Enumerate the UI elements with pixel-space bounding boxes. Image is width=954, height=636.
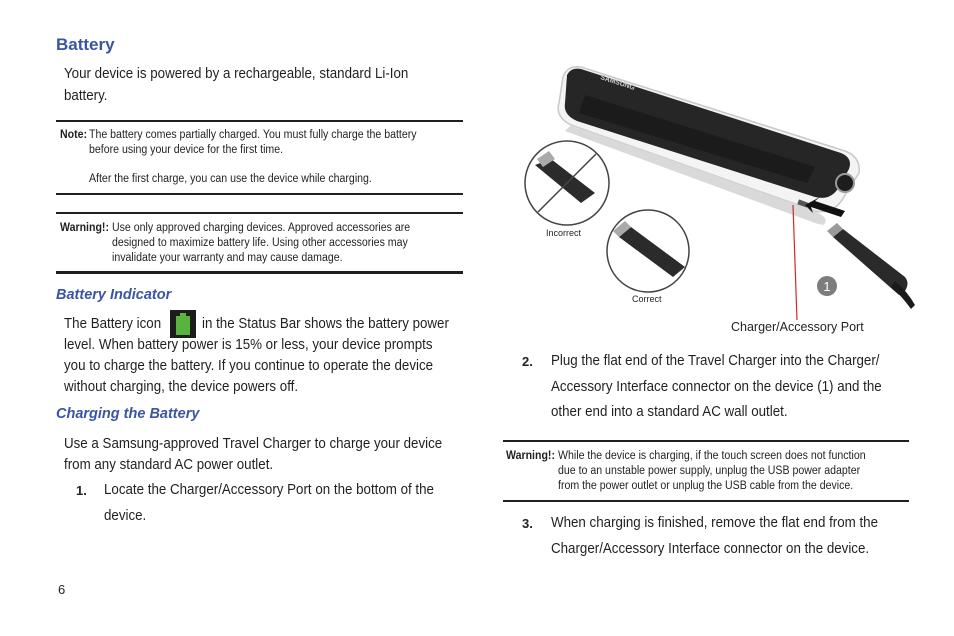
battery-indicator-line-2: level. When battery power is 15% or less, your device prompts	[64, 337, 433, 353]
step2-line-1: Plug the flat end of the Travel Charger into the Charger/	[551, 353, 880, 369]
figure-caption: Charger/Accessory Port	[731, 320, 864, 334]
warning1-line-1: Use only approved charging devices. Approved accessories are	[112, 222, 411, 234]
battery-indicator-line-1b: in the Status Bar shows the battery power	[202, 316, 449, 332]
intro-line-2: battery.	[64, 88, 108, 104]
correct-example	[607, 210, 689, 292]
note-label: Note:	[60, 129, 88, 141]
warning1-line-3: invalidate your warranty and may cause damage.	[112, 252, 343, 264]
charging-heading: Charging the Battery	[56, 406, 200, 422]
correct-label: Correct	[632, 294, 662, 304]
note-top-rule	[56, 120, 463, 122]
step1-line-2: device.	[104, 508, 147, 524]
intro-line-1: Your device is powered by a rechargeable, standard Li-Ion	[64, 66, 409, 82]
battery-indicator-heading: Battery Indicator	[56, 287, 172, 303]
warning2-line-1: While the device is charging, if the touch screen does not function	[558, 450, 866, 462]
warning2-top-rule	[503, 440, 909, 442]
warning1-top-rule	[56, 212, 463, 214]
warning1-bottom-rule	[56, 271, 463, 274]
step1-number: 1.	[76, 483, 87, 498]
step3-line-2: Charger/Accessory Interface connector on the device.	[551, 541, 870, 557]
battery-indicator-line-1a: The Battery icon	[64, 316, 162, 332]
charging-illustration	[515, 55, 915, 320]
warning2-line-3: from the power outlet or unplug the USB cable from the device.	[558, 480, 854, 492]
battery-icon	[170, 310, 196, 338]
note-line-2: before using your device for the first time.	[89, 144, 284, 156]
charging-line-2: from any standard AC power outlet.	[64, 457, 274, 473]
usb-connector-image	[827, 223, 915, 309]
warning2-label: Warning!:	[506, 450, 555, 462]
warning1-line-2: designed to maximize battery life. Using other accessories may	[112, 237, 408, 249]
step2-number: 2.	[522, 354, 533, 369]
note-bottom-rule	[56, 193, 463, 195]
callout-number: 1	[823, 279, 831, 294]
warning2-bottom-rule	[503, 500, 909, 502]
battery-indicator-line-3: you to charge the battery. If you continue to operate the device	[64, 358, 434, 374]
section-heading: Battery	[56, 35, 115, 54]
brand-label: SAMSUNG	[599, 74, 636, 92]
step2-line-2: Accessory Interface connector on the device (1) and the	[551, 379, 882, 395]
step3-number: 3.	[522, 516, 533, 531]
callout-pointer-line	[793, 205, 797, 320]
incorrect-example	[525, 141, 609, 225]
warning2-line-2: due to an unstable power supply, unplug the USB power adapter	[558, 465, 861, 477]
battery-indicator-line-4: without charging, the device powers off.	[64, 379, 299, 395]
charging-line-1: Use a Samsung-approved Travel Charger to charge your device	[64, 436, 443, 452]
page-number: 6	[58, 582, 66, 597]
incorrect-label: Incorrect	[546, 228, 582, 238]
note-line-1: The battery comes partially charged. You must fully charge the battery	[89, 129, 417, 141]
warning1-label: Warning!:	[60, 222, 109, 234]
step3-line-1: When charging is finished, remove the flat end from the	[551, 515, 879, 531]
step1-line-1: Locate the Charger/Accessory Port on the bottom of the	[104, 482, 434, 498]
note-line-3: After the first charge, you can use the device while charging.	[89, 173, 372, 185]
step2-line-3: other end into a standard AC wall outlet.	[551, 404, 788, 420]
